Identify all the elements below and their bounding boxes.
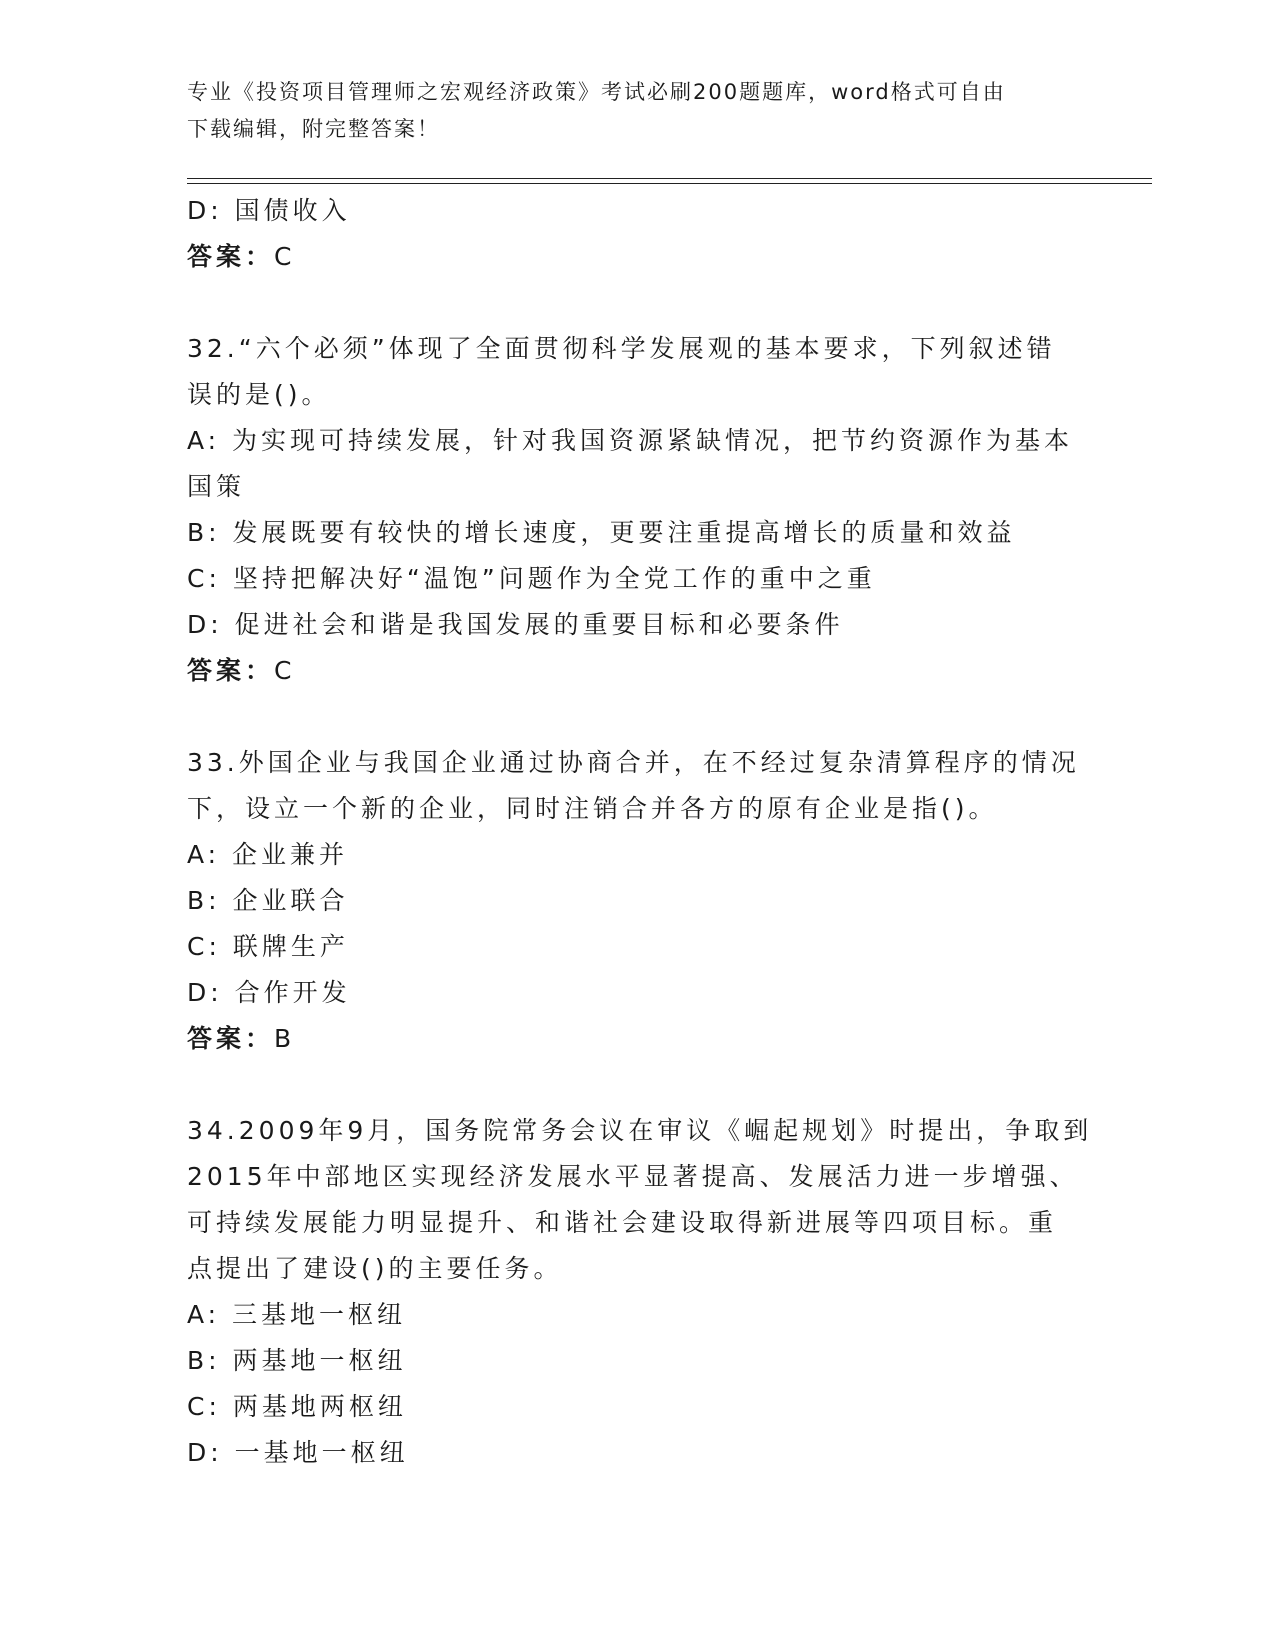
- document-body: [187, 188, 1093, 1476]
- answer-line: [187, 1016, 1087, 1062]
- spacer: [187, 280, 1087, 326]
- option-a: A: 企业兼并: [187, 840, 349, 869]
- option-a-cont: 国策: [187, 472, 246, 501]
- header-line-1: 专业《投资项目管理师之宏观经济政策》考试必刷200题题库，word格式可自由: [187, 80, 1006, 104]
- option-c: C: 联牌生产: [187, 932, 349, 961]
- question-stem: 34.2009年9月，国务院常务会议在审议《崛起规划》时提出，争取到: [187, 1116, 1093, 1145]
- option-d: D: 国债收入: [187, 196, 351, 225]
- answer-label: 答案：: [187, 242, 275, 271]
- question-stem-cont: 可持续发展能力明显提升、和谐社会建设取得新进展等四项目标。重: [187, 1208, 1058, 1237]
- answer-value: C: [274, 242, 296, 271]
- option-c: C: 坚持把解决好“温饱”问题作为全党工作的重中之重: [187, 564, 876, 593]
- question-stem-cont: 2015年中部地区实现经济发展水平显著提高、发展活力进一步增强、: [187, 1162, 1079, 1191]
- answer-label: 答案：: [187, 656, 275, 685]
- answer-label: 答案：: [187, 1024, 275, 1053]
- option-d: D: 促进社会和谐是我国发展的重要目标和必要条件: [187, 610, 844, 639]
- option-c: C: 两基地两枢纽: [187, 1392, 407, 1421]
- question-stem: 32.“六个必须”体现了全面贯彻科学发展观的基本要求，下列叙述错: [187, 334, 1056, 363]
- option-b: B: 发展既要有较快的增长速度，更要注重提高增长的质量和效益: [187, 518, 1016, 547]
- option-b: B: 企业联合: [187, 886, 349, 915]
- option-a: A: 为实现可持续发展，针对我国资源紧缺情况，把节约资源作为基本: [187, 426, 1074, 455]
- question-stem-cont: 点提出了建设()的主要任务。: [187, 1254, 563, 1283]
- header-line-2: 下载编辑，附完整答案！: [187, 117, 440, 141]
- option-a: A: 三基地一枢纽: [187, 1300, 407, 1329]
- question-32: [187, 326, 1087, 694]
- option-d: D: 一基地一枢纽: [187, 1438, 409, 1467]
- option-d: D: 合作开发: [187, 978, 351, 1007]
- header-rule-bottom: [187, 183, 1152, 184]
- option-b: B: 两基地一枢纽: [187, 1346, 407, 1375]
- answer-value: C: [274, 656, 296, 685]
- question-stem-cont: 误的是()。: [187, 380, 331, 409]
- page-header: [187, 74, 1067, 148]
- question-34: [187, 1108, 1093, 1476]
- question-33: [187, 740, 1087, 1062]
- spacer: [187, 694, 1087, 740]
- answer-line: [187, 234, 1087, 280]
- answer-value: B: [274, 1024, 296, 1053]
- question-stem: 33.外国企业与我国企业通过协商合并，在不经过复杂清算程序的情况: [187, 748, 1080, 777]
- answer-line: [187, 648, 1087, 694]
- spacer: [187, 1062, 1087, 1108]
- header-rule-top: [187, 178, 1152, 179]
- question-stem-cont: 下，设立一个新的企业，同时注销合并各方的原有企业是指()。: [187, 794, 998, 823]
